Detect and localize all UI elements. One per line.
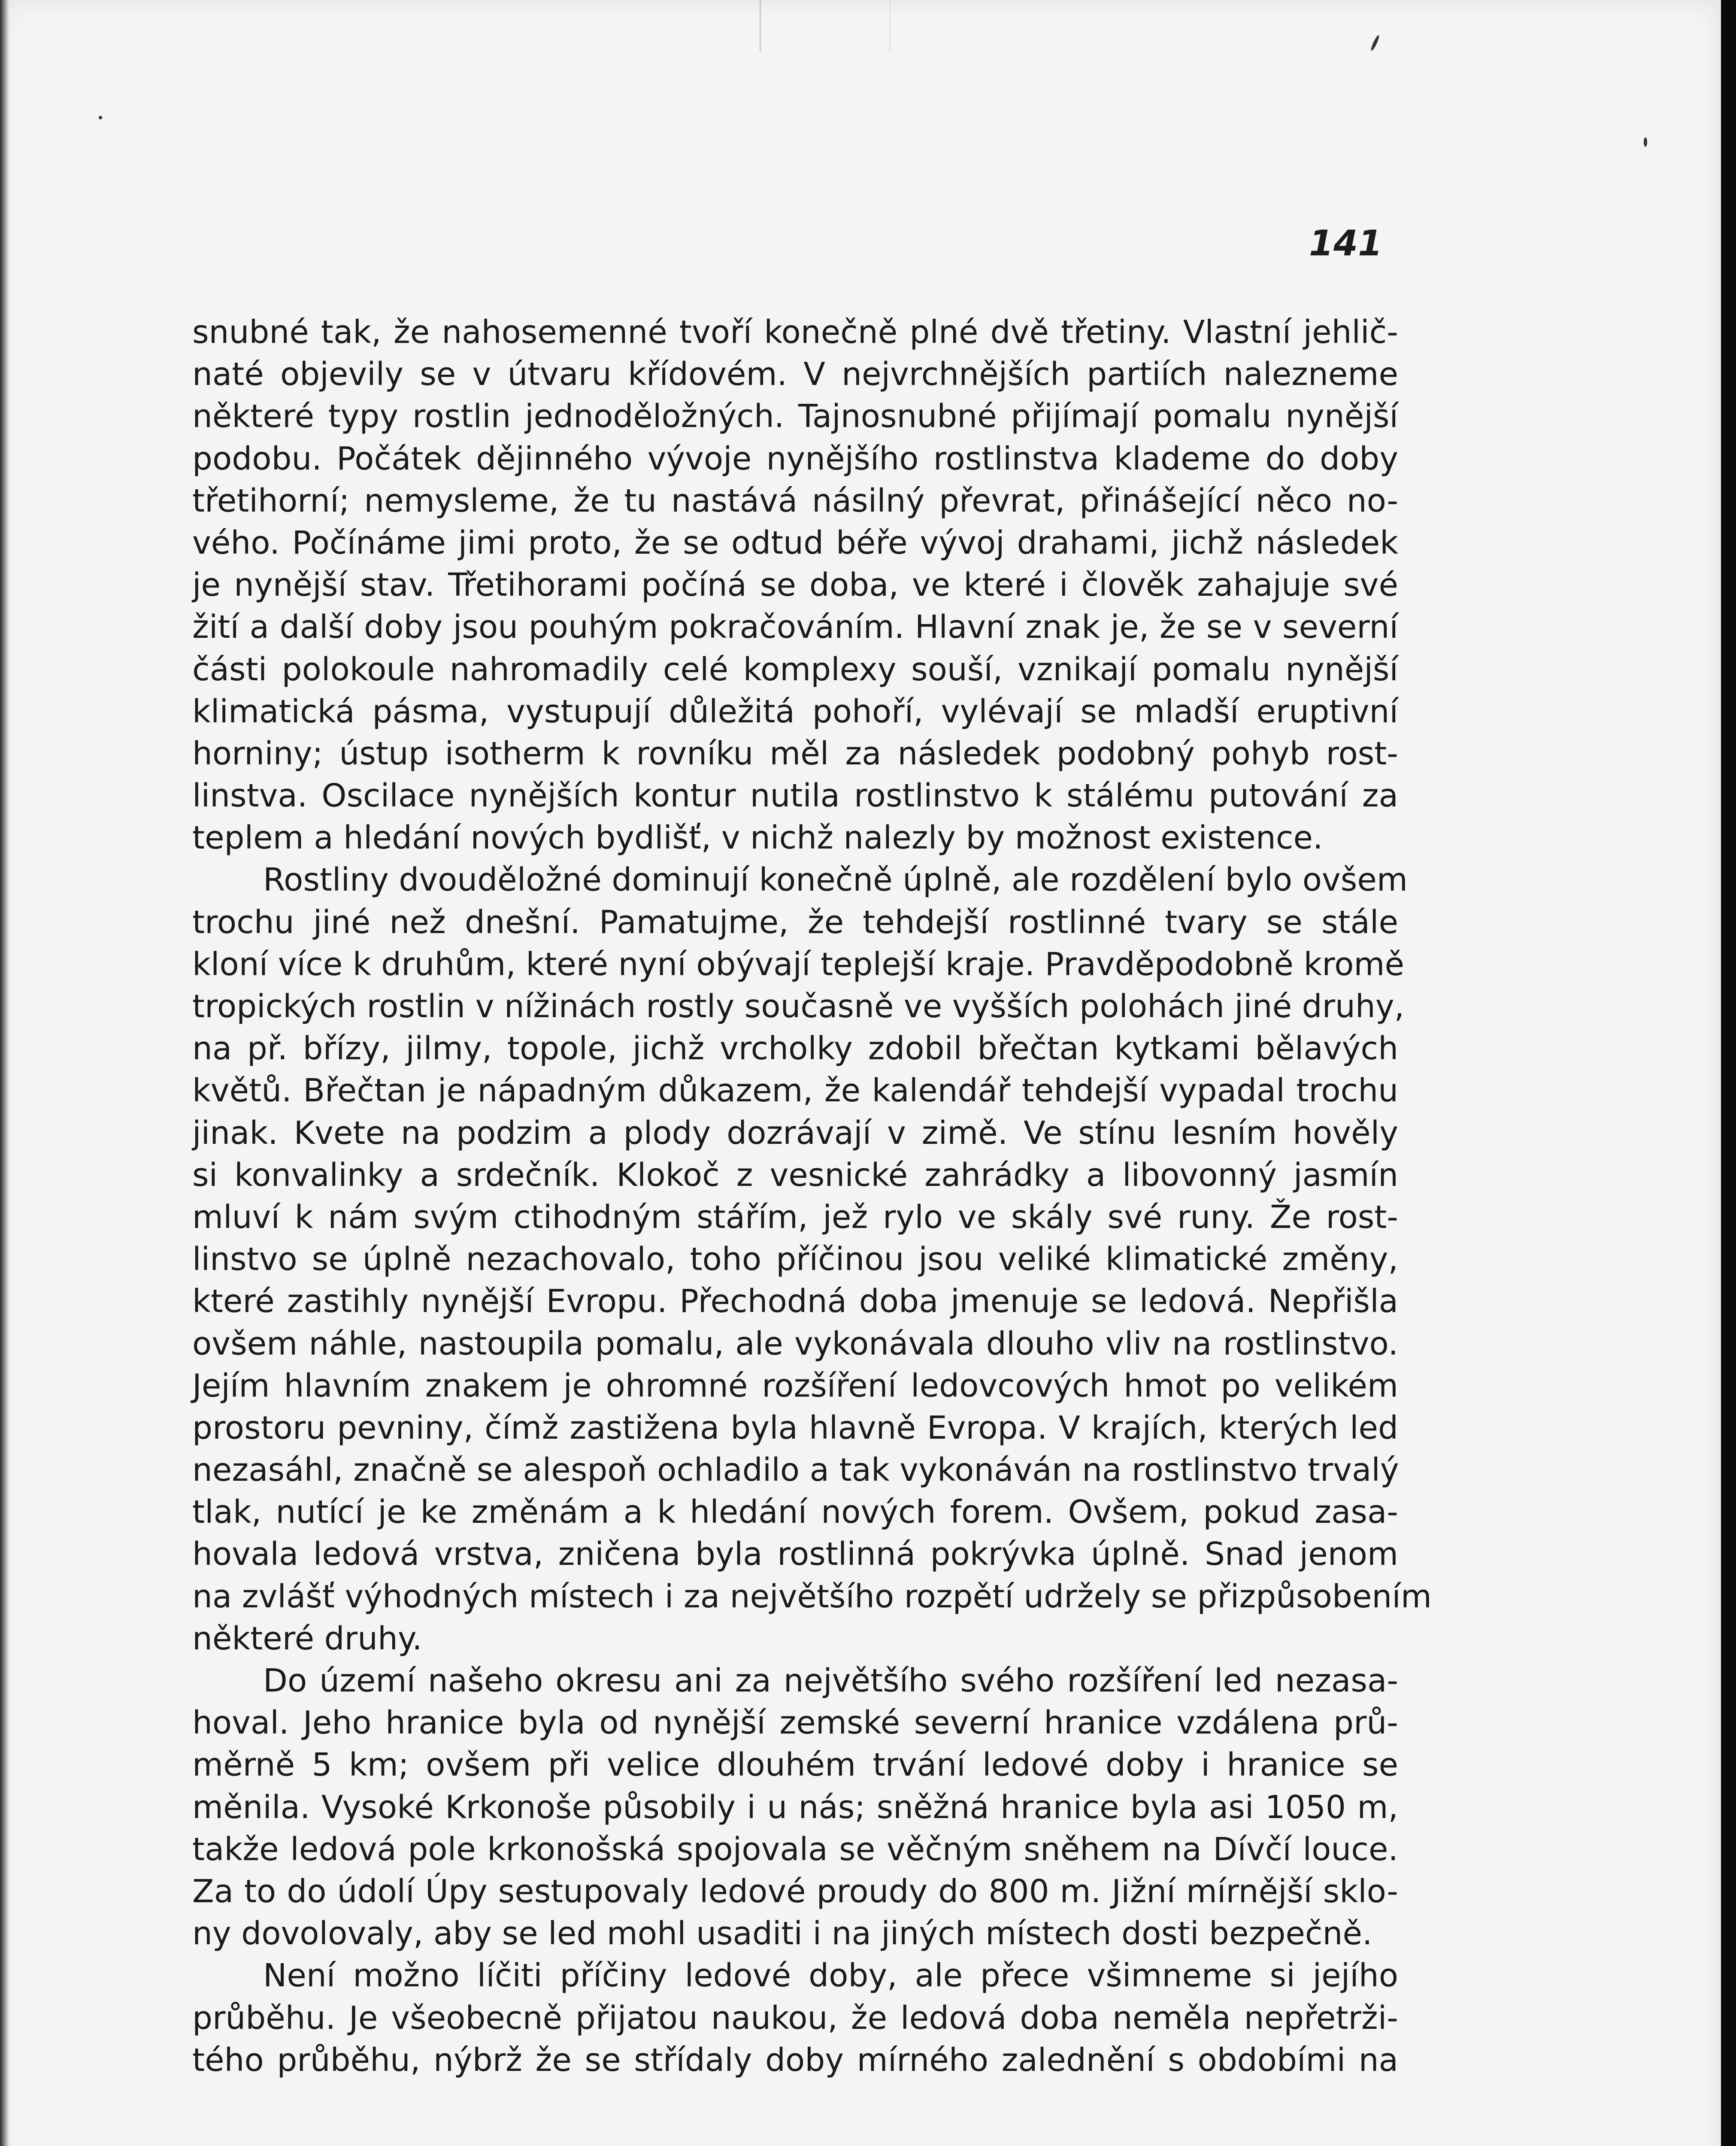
text-line: květů. Břečtan je nápadným důkazem, že kalendář tehdejší vypadal trochu — [192, 1072, 1398, 1109]
text-line: Za to do údolí Úpy sestupovaly ledové proudy do 800 m. Jižní mírnější sklo- — [192, 1873, 1398, 1910]
text-line: naté objevily se v útvaru křídovém. V nejvrchnějších partiích nalezneme — [192, 356, 1398, 393]
text-line: klimatická pásma, vystupují důležitá pohoří, vylévají se mladší eruptivní — [192, 693, 1398, 730]
text-line: hoval. Jeho hranice byla od nynější zemské severní hranice vzdálena prů- — [192, 1704, 1398, 1742]
text-line: mluví k nám svým ctihodným stářím, jež rylo ve skály své runy. Že rost- — [192, 1198, 1398, 1236]
text-line: Jejím hlavním znakem je ohromné rozšíření ledovcových hmot po velikém — [192, 1367, 1398, 1404]
text-line: ny dovolovaly, aby se led mohl usaditi i na jiných místech dosti bezpečně. — [192, 1915, 1372, 1952]
binding-edge — [0, 0, 9, 2146]
text-line: některé druhy. — [192, 1620, 422, 1657]
text-line: teplem a hledání nových bydlišť, v nichž nalezly by možnost existence. — [192, 819, 1323, 857]
text-line: prostoru pevniny, čímž zastižena byla hlavně Evropa. V krajích, kterých led — [192, 1409, 1398, 1446]
text-line: kloní více k druhům, které nyní obývají teplejší kraje. Pravděpodobně kromě — [192, 946, 1404, 983]
text-line: Není možno líčiti příčiny ledové doby, ale přece všimneme si jejího — [263, 1957, 1398, 1994]
text-line: žití a další doby jsou pouhým pokračováním. Hlavní znak je, že se v severní — [192, 609, 1398, 646]
text-line: nezasáhl, značně se alespoň ochladilo a tak vykonáván na rostlinstvo trvalý — [192, 1452, 1399, 1489]
body-text — [192, 311, 1432, 2081]
text-line: na zvlášť výhodných místech i za největšího rozpětí udržely se přizpůsobením — [192, 1578, 1432, 1615]
dust-speck — [1644, 137, 1647, 147]
text-line: linstvo se úplně nezachovalo, toho příčinou jsou veliké klimatické změny, — [192, 1241, 1398, 1278]
text-line: trochu jiné než dnešní. Pamatujme, že tehdejší rostlinné tvary se stále — [192, 903, 1398, 941]
text-line: vého. Počínáme jimi proto, že se odtud béře vývoj drahami, jichž následek — [192, 524, 1398, 561]
text-line: tlak, nutící je ke změnám a k hledání nových forem. Ovšem, pokud zasa- — [192, 1494, 1398, 1531]
dust-speck — [99, 116, 102, 119]
text-line: linstva. Oscilace nynějších kontur nutila rostlinstvo k stálému putování za — [192, 777, 1398, 815]
text-line: části polokoule nahromadily celé komplexy souší, vznikají pomalu nynější — [192, 651, 1398, 688]
text-line: některé typy rostlin jednoděložných. Tajnosnubné přijímají pomalu nynější — [192, 398, 1398, 435]
text-line: jinak. Kvete na podzim a plody dozrávají v zimě. Ve stínu lesním hověly — [192, 1114, 1398, 1152]
text-line: měrně 5 km; ovšem při velice dlouhém trvání ledové doby i hranice se — [192, 1746, 1398, 1784]
text-line: horniny; ústup isotherm k rovníku měl za následek podobný pohyb rost- — [192, 735, 1398, 772]
text-line: hovala ledová vrstva, zničena byla rostlinná pokrývka úplně. Snad jenom — [192, 1536, 1398, 1573]
text-line: třetihorní; nemysleme, že tu nastává násilný převrat, přinášející něco no- — [192, 482, 1398, 519]
text-line: si konvalinky a srdečník. Klokoč z vesnické zahrádky a libovonný jasmín — [192, 1156, 1398, 1194]
text-line: snubné tak, že nahosemenné tvoří konečně plné dvě třetiny. Vlastní jehlič- — [192, 314, 1398, 351]
text-line: podobu. Počátek dějinného vývoje nynějšího rostlinstva klademe do doby — [192, 440, 1398, 477]
text-line: průběhu. Je všeobecně přijatou naukou, že ledová doba neměla nepřetrži- — [192, 1999, 1398, 2037]
text-line: měnila. Vysoké Krkonoše působily i u nás; sněžná hranice byla asi 1050 m, — [192, 1788, 1398, 1826]
dust-speck — [1370, 34, 1380, 52]
text-line: Do území našeho okresu ani za největšího svého rozšíření led nezasa- — [263, 1662, 1398, 1699]
scan-artifact — [760, 0, 891, 52]
text-line: tropických rostlin v nížinách rostly současně ve vyšších polohách jiné druhy, — [192, 988, 1405, 1025]
text-line: ovšem náhle, nastoupila pomalu, ale vykonávala dlouho vliv na rostlinstvo. — [192, 1325, 1398, 1362]
text-line: takže ledová pole krkonošská spojovala se věčným sněhem na Dívčí louce. — [192, 1831, 1398, 1868]
page-number: 141 — [1309, 223, 1383, 264]
text-line: na př. břízy, jilmy, topole, jichž vrcholky zdobil břečtan kytkami bělavých — [192, 1030, 1398, 1067]
text-line: je nynější stav. Třetihorami počíná se doba, ve které i člověk zahajuje své — [192, 567, 1398, 604]
text-line: které zastihly nynější Evropu. Přechodná doba jmenuje se ledová. Nepřišla — [192, 1283, 1398, 1320]
text-line: Rostliny dvouděložné dominují konečně úplně, ale rozdělení bylo ovšem — [263, 861, 1408, 899]
text-line: tého průběhu, nýbrž že se střídaly doby mírného zalednění s obdobími na — [192, 2041, 1398, 2079]
